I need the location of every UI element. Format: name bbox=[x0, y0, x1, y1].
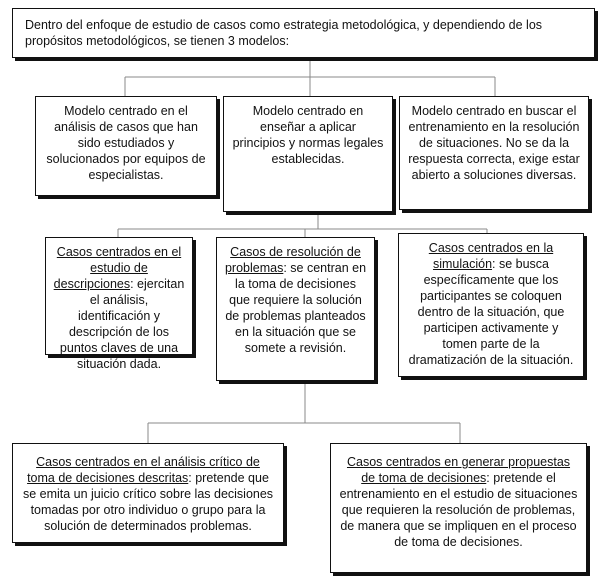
model-text-3: Modelo centrado en buscar el entrenamiento en la resolución de situaciones. No se da la respuesta correcta, exige estar abierto a soluciones diversas. bbox=[408, 104, 580, 182]
model-text-1: Modelo centrado en el análisis de casos que han sido estudiados y solucionados por equipos de especialistas. bbox=[46, 104, 206, 182]
sub-case-box-2 bbox=[330, 443, 587, 573]
case-text-3: : se busca específicamente que los participantes se coloquen dentro de la situación, que participen activamente y tomen parte de la dramatización de la situación. bbox=[408, 257, 574, 367]
sub-case-title-2: Casos centrados en generar propuestas de toma de decisiones bbox=[346, 455, 571, 485]
root-text: Dentro del enfoque de estudio de casos como estrategia metodológica, y dependiendo de los propósitos metodológicos, se tienen 3 modelos: bbox=[25, 18, 543, 48]
model-box-3 bbox=[399, 96, 589, 210]
root-box bbox=[12, 8, 595, 58]
case-box-3 bbox=[398, 233, 584, 377]
model-text-2: Modelo centrado en enseñar a aplicar principios y normas legales establecidas. bbox=[232, 104, 384, 166]
case-title-2: Casos de resolución de problemas bbox=[224, 245, 361, 275]
case-box-2 bbox=[216, 237, 375, 381]
sub-case-title-1: Casos centrados en el análisis crítico de toma de decisiones descritas bbox=[27, 455, 260, 485]
case-box-1 bbox=[45, 237, 193, 371]
model-box-2 bbox=[223, 96, 393, 212]
case-text-1: : ejercitan el análisis, identificación y descripción de los puntos claves de una situación dada. bbox=[59, 277, 185, 371]
case-title-1: Casos centrados en el estudio de descripciones bbox=[53, 245, 182, 291]
model-box-1 bbox=[35, 96, 217, 196]
sub-case-text-2: : pretende el entrenamiento en el estudio de situaciones que requieren la resolución de problemas, de manera que se impliquen en el proceso de toma de decisiones. bbox=[339, 471, 578, 549]
case-title-3: Casos centrados en la simulación bbox=[428, 241, 554, 271]
case-text-2: : se centran en la toma de decisiones que requiere la solución de problemas planteados en la situación que se somete a revisión. bbox=[225, 261, 367, 355]
sub-case-text-1: : pretende que se emita un juicio crítico sobre las decisiones tomadas por otro individuo o grupo para la solución de determinados problemas. bbox=[22, 471, 274, 533]
sub-case-box-1 bbox=[12, 443, 284, 543]
